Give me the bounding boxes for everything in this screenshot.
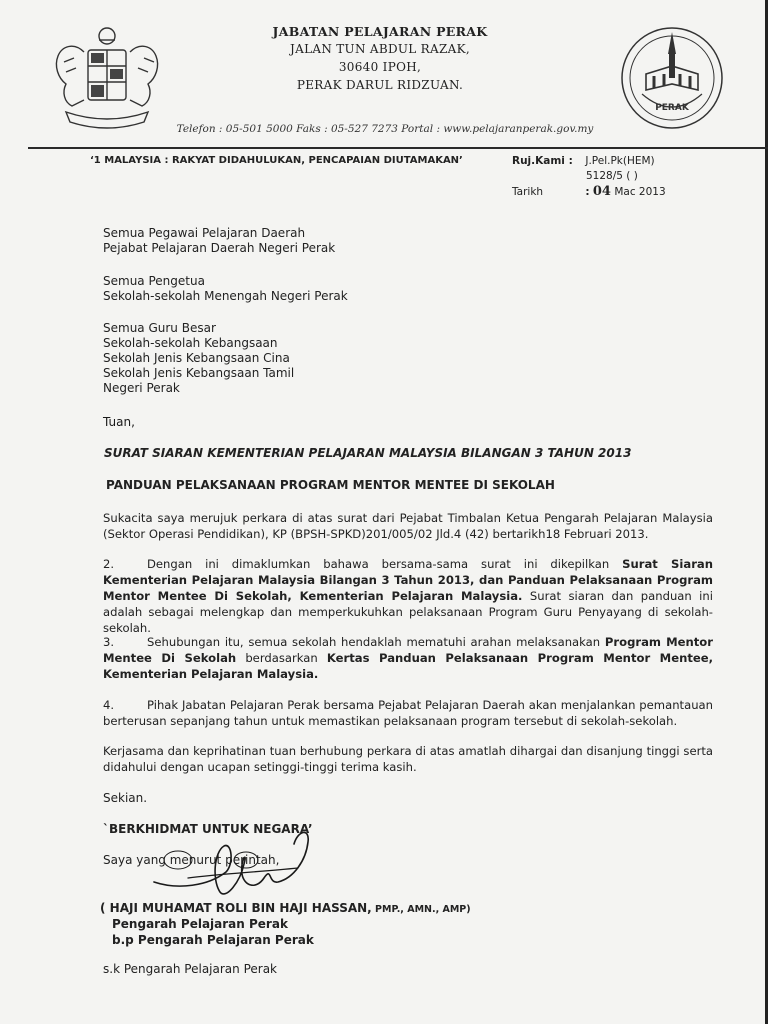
date-day-handwritten: 04 <box>592 184 611 199</box>
signer-name <box>100 901 471 915</box>
recipient-line: Negeri Perak <box>103 381 180 395</box>
paragraph-number: 4. <box>103 698 115 712</box>
paragraph-number: 3. <box>103 635 115 649</box>
reference-block <box>512 154 666 200</box>
recipient-line: Semua Pengetua <box>103 274 205 288</box>
recipient-line: Semua Pegawai Pelajaran Daerah <box>103 226 306 240</box>
ref-label: Ruj.Kami : <box>512 155 573 167</box>
address-state: PERAK DARUL RIDZUAN. <box>296 78 464 92</box>
paragraph-1: Sukacita saya merujuk perkara di atas surat dari Pejabat Timbalan Ketua Pengarah Pelajaran Malaysia (Sektor Operasi Pendidikan), KP (BPSH-SPKD)201/005/02 Jld.4 (42) bertarikh18 Februari 2013. <box>103 511 713 541</box>
badge-label: PERAK <box>655 103 689 113</box>
paragraph-3-bold-a: Program Mentor Mentee Di Sekolah <box>103 635 713 665</box>
closing-obedient: Saya yang menurut perintah, <box>103 853 280 867</box>
subject-circular: SURAT SIARAN KEMENTERIAN PELAJARAN MALAYSIA BILANGAN 3 TAHUN 2013 <box>104 446 632 460</box>
ref-value: J.Pel.Pk(HEM) <box>585 155 655 167</box>
paragraph-number: 2. <box>103 557 115 571</box>
paragraph-2-bold: Surat Siaran Kementerian Pelajaran Malaysia Bilangan 3 Tahun 2013, dan Panduan Pelaksanaan Program Mentor Mentee Di Sekolah, Kementerian Pelajaran Malaysia. <box>103 557 714 603</box>
subject-title: PANDUAN PELAKSANAAN PROGRAM MENTOR MENTEE DI SEKOLAH <box>106 478 555 492</box>
recipient-line: Sekolah Jenis Kebangsaan Tamil <box>103 366 295 380</box>
recipient-line: Sekolah-sekolah Menengah Negeri Perak <box>103 289 348 303</box>
recipient-line: Pejabat Pelajaran Daerah Negeri Perak <box>103 241 336 255</box>
motto: ‘1 MALAYSIA : RAKYAT DIDAHULUKAN, PENCAPAIAN DIUTAMAKAN’ <box>90 155 463 166</box>
date-rest: Mac 2013 <box>614 186 666 198</box>
signer-name-text: ( HAJI MUHAMAT ROLI BIN HAJI HASSAN, <box>100 901 372 915</box>
date-label: Tarikh <box>512 186 544 198</box>
address-postcode: 30640 IPOH, <box>338 60 422 74</box>
paragraph-2 <box>103 556 713 636</box>
date-colon: : <box>585 186 590 198</box>
coat-of-arms-icon <box>44 22 170 134</box>
contact-line: Telefon : 05-501 5000 Faks : 05-527 7273 Portal : www.pelajaranperak.gov.my <box>176 123 594 135</box>
closing-slogan: `BERKHIDMAT UNTUK NEGARA’ <box>103 822 313 836</box>
paragraph-3-text-c: berdasarkan <box>236 651 327 665</box>
department-badge-icon <box>618 24 726 132</box>
header-divider <box>28 147 768 149</box>
signer-honours: PMP., AMN., AMP) <box>371 904 471 915</box>
recipient-line: Sekolah-sekolah Kebangsaan <box>103 336 278 350</box>
recipient-line: Sekolah Jenis Kebangsaan Cina <box>103 351 290 365</box>
paragraph-5: Kerjasama dan keprihatinan tuan berhubung perkara di atas amatlah dihargai dan disanjung tinggi serta didahului dengan ucapan setinggi-tinggi terima kasih. <box>103 744 713 774</box>
address-street: JALAN TUN ABDUL RAZAK, <box>290 42 470 56</box>
signer-position-2: b.p Pengarah Pelajaran Perak <box>112 933 314 947</box>
closing-sekian: Sekian. <box>103 791 148 805</box>
ref-value-2: 5128/5 ( ) <box>586 170 638 182</box>
paragraph-3 <box>103 634 713 682</box>
paragraph-4-text: Pihak Jabatan Pelajaran Perak bersama Pejabat Pelajaran Daerah akan menjalankan pemantauan berterusan sepanjang tahun untuk memastikan pelaksanaan program tersebut di sekolah-sekolah. <box>103 698 713 728</box>
recipient-group-2 <box>103 274 348 304</box>
paragraph-3-bold-b: Kertas Panduan Pelaksanaan Program Mentor Mentee, Kementerian Pelajaran Malaysia. <box>103 651 713 681</box>
department-name: JABATAN PELAJARAN PERAK <box>272 24 488 39</box>
recipient-line: Semua Guru Besar <box>103 321 216 335</box>
recipient-group-3 <box>103 321 294 396</box>
paragraph-2-text-a: Dengan ini dimaklumkan bahawa bersama-sama surat ini dikepilkan <box>147 557 623 571</box>
salutation: Tuan, <box>103 415 135 429</box>
signer-position-1: Pengarah Pelajaran Perak <box>112 917 288 931</box>
paragraph-2-text-c: Surat siaran dan panduan ini adalah sebagai melengkap dan memperkukuhkan pelaksanaan Program Guru Penyayang di sekolah-sekolah. <box>103 589 713 635</box>
paragraph-4 <box>103 697 713 729</box>
handwritten-signature-icon <box>148 820 318 904</box>
recipient-group-1 <box>103 226 335 256</box>
paragraph-3-text-a: Sehubungan itu, semua sekolah hendaklah mematuhi arahan melaksanakan <box>147 635 605 649</box>
carbon-copy: s.k Pengarah Pelajaran Perak <box>103 962 278 976</box>
